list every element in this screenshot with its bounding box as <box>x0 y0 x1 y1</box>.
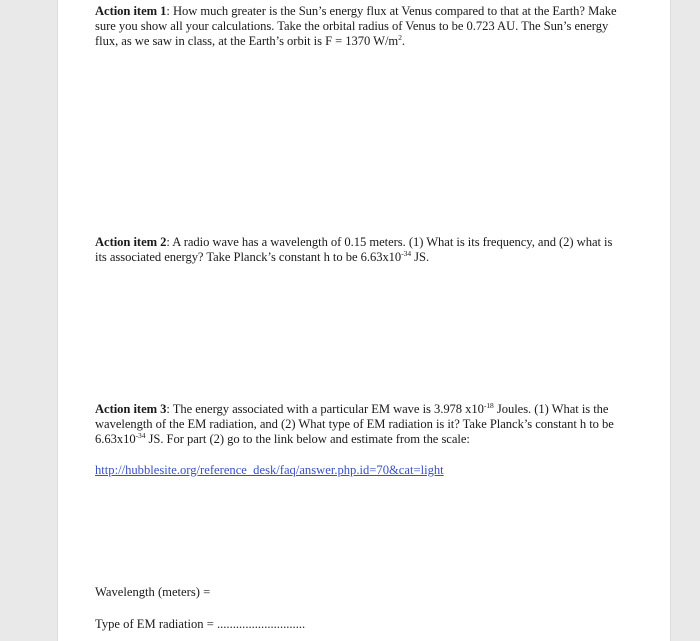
action-item-3 <box>95 402 625 448</box>
action-item-2-label: Action item 2 <box>95 235 167 249</box>
em-type-answer-line: Type of EM radiation = ............................ <box>95 617 306 631</box>
action-item-3-label: Action item 3 <box>95 402 167 416</box>
action-item-1-superscript: 2 <box>398 33 402 43</box>
action-item-2-text: : A radio wave has a wavelength of 0.15 meters. (1) What is its frequency, and (2) what is its associated energy? Take Planck’s constant h to be 6.63x10 <box>95 235 613 265</box>
action-item-3-superscript-1: -18 <box>483 401 494 410</box>
action-item-3-text-end: JS. For part (2) go to the link below and estimate from the scale: <box>145 432 470 447</box>
wavelength-answer-line: Wavelength (meters) = <box>95 585 211 599</box>
action-item-3-text: : The energy associated with a particular EM wave is 3.978 x10 <box>166 402 484 416</box>
action-item-1 <box>95 4 625 50</box>
hubblesite-link[interactable]: http://hubblesite.org/reference_desk/faq/answer.php.id=70&cat=light <box>95 463 444 477</box>
action-item-2-text-end: JS. <box>411 250 430 265</box>
action-item-1-text-end: . <box>401 34 405 49</box>
action-item-3-text-middle: Joules. (1) What is the wavelength of the EM radiation, and (2) What type of EM radiation is it? Take Planck’s constant h to be 6.63x10 <box>95 402 614 447</box>
action-item-1-label: Action item 1 <box>95 4 167 18</box>
document-page <box>58 0 670 641</box>
action-item-1-text: : How much greater is the Sun’s energy flux at Venus compared to that at the Earth? Make sure you show all your calculations. Take the orbital radius of Venus to be 0.723 AU. The Sun’s energy flux, as we saw in class, at the Earth’s orbit is F = 1370 W/m <box>95 4 617 49</box>
action-item-2 <box>95 235 625 265</box>
action-item-2-superscript: -34 <box>401 249 412 259</box>
action-item-3-superscript-2: -34 <box>135 431 146 441</box>
